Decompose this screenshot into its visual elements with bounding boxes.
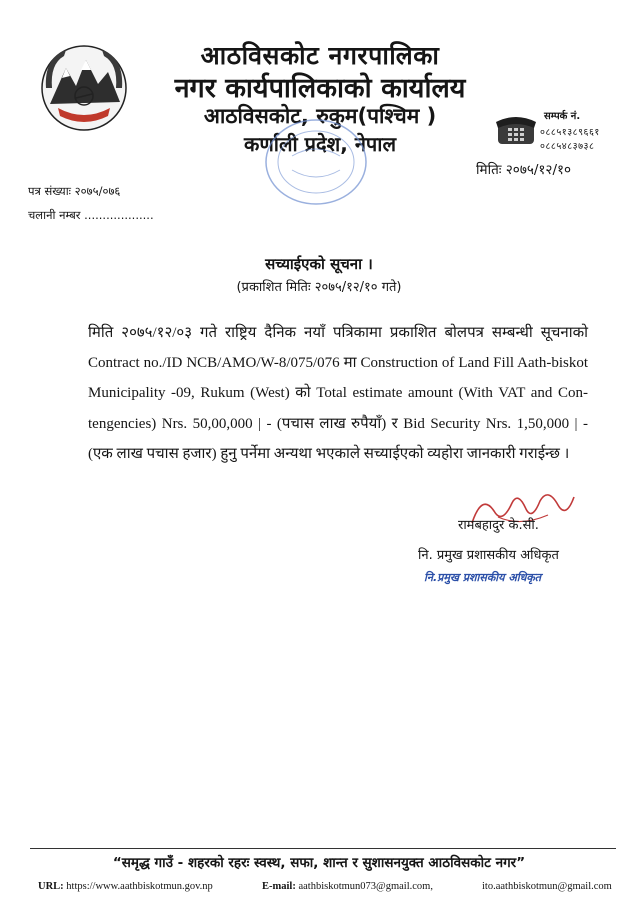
document-date: मितिः २०७५/१२/१० xyxy=(476,162,572,178)
office-stamp-icon xyxy=(258,112,374,212)
dispatch-number: चलानी नम्बर ................... xyxy=(28,208,154,222)
notice-heading: सच्याईएको सूचना । xyxy=(265,255,373,273)
footer-motto: “समृद्ध गाउँ - शहरको रहरः स्वस्थ, सफा, शान्त र सुशासनयुक्त आठविसकोट नगर” xyxy=(112,855,526,871)
signatory-stamp: नि.प्रमुख प्रशासकीय अधिकृत xyxy=(424,571,542,584)
signatory-title: नि. प्रमुख प्रशासकीय अधिकृत xyxy=(418,548,559,563)
signatory-name: रामबहादुर के.सी. xyxy=(458,518,539,533)
contact-label: सम्पर्क नं. xyxy=(544,111,581,122)
url-value[interactable]: https://www.aathbiskotmun.gov.np xyxy=(66,881,213,892)
footer-url[interactable] xyxy=(38,881,213,892)
office-name: नगर कार्यपालिकाको कार्यालय xyxy=(174,73,466,104)
notice-published-date: (प्रकाशित मितिः २०७५/१२/१० गते) xyxy=(236,280,402,295)
url-label: URL: xyxy=(38,881,64,892)
contact-number-1: ०८८५१३८९६६१ xyxy=(540,127,600,138)
email-value[interactable]: aathbiskotmun073@gmail.com, xyxy=(298,881,433,892)
office-address: आठविसकोट, रुकुम(पश्चिम ) xyxy=(203,104,437,128)
footer-divider xyxy=(30,848,616,849)
notice-body: मिति २०७५/१२/०३ गते राष्ट्रिय दैनिक नयाँ पत्रिकामा प्रकाशित बोलपत्र सम्बन्धी सूचनाको Contract no./ID NCB/AMO/W-8/075/076 मा Construction of Land Fill Aath-biskot Municipality -09, Rukum (West) को Total estimate amount (With VAT and Con-tengencies) Nrs. 50,00,000 | - (पचास लाख रुपैयाँ) र Bid Security Nrs. 1,50,000 | - (एक लाख पचास हजार) हुनु पर्नेमा अन्यथा भएकाले सच्याईएको व्यहोरा जानकारी गराईन्छ । xyxy=(88,325,588,462)
municipality-name: आठविसकोट नगरपालिका xyxy=(200,41,440,70)
nepal-emblem-icon xyxy=(36,38,132,134)
contact-number-2: ०८८५४८३७३८ xyxy=(540,141,595,152)
footer-email-2[interactable]: ito.aathbiskotmun@gmail.com xyxy=(482,881,612,892)
footer-email[interactable] xyxy=(262,881,433,892)
email-label: E-mail: xyxy=(262,881,296,892)
letter-number: पत्र संख्याः २०७५/०७६ xyxy=(28,184,121,198)
province-name: कर्णाली प्रदेश, नेपाल xyxy=(243,132,397,156)
telephone-icon xyxy=(494,112,538,148)
